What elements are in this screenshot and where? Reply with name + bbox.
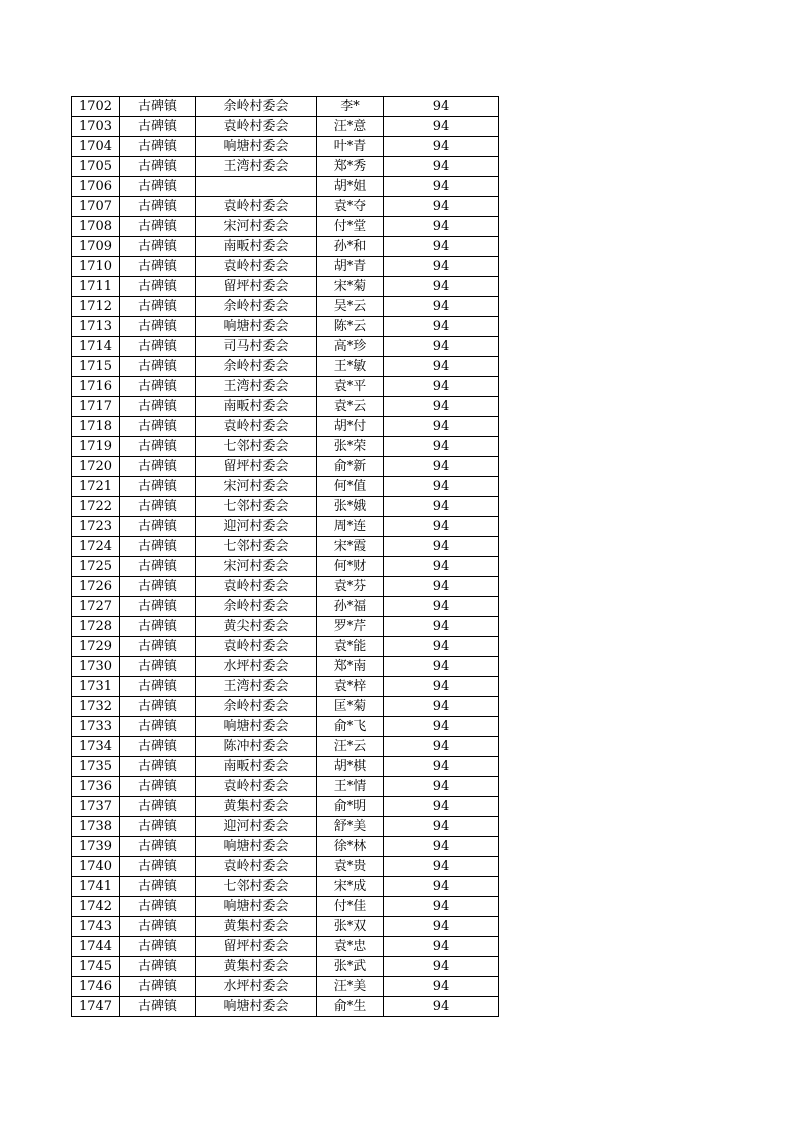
village-committee-cell: 余岭村委会 (196, 357, 317, 377)
table-row (72, 277, 499, 297)
town-cell: 古碑镇 (120, 97, 196, 117)
village-committee-cell (196, 177, 317, 197)
village-committee-cell: 王湾村委会 (196, 377, 317, 397)
village-committee-cell: 袁岭村委会 (196, 857, 317, 877)
row-number-cell: 1730 (72, 657, 120, 677)
row-number-cell: 1743 (72, 917, 120, 937)
village-committee-cell: 迎河村委会 (196, 517, 317, 537)
town-cell: 古碑镇 (120, 337, 196, 357)
town-cell: 古碑镇 (120, 177, 196, 197)
village-committee-cell: 南畈村委会 (196, 237, 317, 257)
person-name-cell: 汪*云 (317, 737, 384, 757)
table-row (72, 477, 499, 497)
person-name-cell: 宋*霞 (317, 537, 384, 557)
town-cell: 古碑镇 (120, 737, 196, 757)
value-cell: 94 (384, 597, 499, 617)
table-row (72, 697, 499, 717)
town-cell: 古碑镇 (120, 237, 196, 257)
village-committee-cell: 南畈村委会 (196, 757, 317, 777)
village-committee-cell: 留坪村委会 (196, 937, 317, 957)
town-cell: 古碑镇 (120, 297, 196, 317)
row-number-cell: 1745 (72, 957, 120, 977)
village-committee-cell: 七邻村委会 (196, 877, 317, 897)
row-number-cell: 1719 (72, 437, 120, 457)
village-committee-cell: 王湾村委会 (196, 157, 317, 177)
town-cell: 古碑镇 (120, 877, 196, 897)
village-committee-cell: 响塘村委会 (196, 137, 317, 157)
village-committee-cell: 袁岭村委会 (196, 257, 317, 277)
value-cell: 94 (384, 297, 499, 317)
table-row (72, 517, 499, 537)
value-cell: 94 (384, 977, 499, 997)
town-cell: 古碑镇 (120, 357, 196, 377)
town-cell: 古碑镇 (120, 917, 196, 937)
value-cell: 94 (384, 917, 499, 937)
town-cell: 古碑镇 (120, 777, 196, 797)
value-cell: 94 (384, 477, 499, 497)
village-committee-cell: 黄集村委会 (196, 917, 317, 937)
village-committee-cell: 余岭村委会 (196, 697, 317, 717)
town-cell: 古碑镇 (120, 457, 196, 477)
value-cell: 94 (384, 737, 499, 757)
row-number-cell: 1741 (72, 877, 120, 897)
row-number-cell: 1709 (72, 237, 120, 257)
village-committee-cell: 南畈村委会 (196, 397, 317, 417)
person-name-cell: 舒*美 (317, 817, 384, 837)
table-row (72, 137, 499, 157)
village-committee-cell: 余岭村委会 (196, 97, 317, 117)
village-committee-cell: 宋河村委会 (196, 557, 317, 577)
table-row (72, 437, 499, 457)
town-cell: 古碑镇 (120, 497, 196, 517)
village-committee-cell: 袁岭村委会 (196, 777, 317, 797)
village-committee-cell: 七邻村委会 (196, 497, 317, 517)
person-name-cell: 胡*付 (317, 417, 384, 437)
value-cell: 94 (384, 237, 499, 257)
table-row (72, 777, 499, 797)
table-row (72, 857, 499, 877)
value-cell: 94 (384, 497, 499, 517)
person-name-cell: 俞*生 (317, 997, 384, 1017)
row-number-cell: 1713 (72, 317, 120, 337)
value-cell: 94 (384, 457, 499, 477)
table-row (72, 297, 499, 317)
person-name-cell: 汪*意 (317, 117, 384, 137)
value-cell: 94 (384, 317, 499, 337)
row-number-cell: 1737 (72, 797, 120, 817)
value-cell: 94 (384, 557, 499, 577)
row-number-cell: 1714 (72, 337, 120, 357)
person-name-cell: 俞*飞 (317, 717, 384, 737)
person-name-cell: 张*娥 (317, 497, 384, 517)
row-number-cell: 1742 (72, 897, 120, 917)
table-row (72, 197, 499, 217)
village-committee-cell: 水坪村委会 (196, 977, 317, 997)
table-row (72, 557, 499, 577)
row-number-cell: 1715 (72, 357, 120, 377)
person-name-cell: 吴*云 (317, 297, 384, 317)
table-row (72, 97, 499, 117)
row-number-cell: 1747 (72, 997, 120, 1017)
village-committee-cell: 水坪村委会 (196, 657, 317, 677)
row-number-cell: 1736 (72, 777, 120, 797)
village-committee-cell: 袁岭村委会 (196, 197, 317, 217)
value-cell: 94 (384, 137, 499, 157)
town-cell: 古碑镇 (120, 517, 196, 537)
person-name-cell: 袁*贵 (317, 857, 384, 877)
town-cell: 古碑镇 (120, 557, 196, 577)
village-committee-cell: 响塘村委会 (196, 997, 317, 1017)
person-name-cell: 孙*和 (317, 237, 384, 257)
person-name-cell: 孙*福 (317, 597, 384, 617)
value-cell: 94 (384, 837, 499, 857)
row-number-cell: 1738 (72, 817, 120, 837)
value-cell: 94 (384, 357, 499, 377)
table-row (72, 537, 499, 557)
person-name-cell: 宋*成 (317, 877, 384, 897)
village-committee-cell: 袁岭村委会 (196, 117, 317, 137)
value-cell: 94 (384, 537, 499, 557)
row-number-cell: 1744 (72, 937, 120, 957)
value-cell: 94 (384, 797, 499, 817)
town-cell: 古碑镇 (120, 197, 196, 217)
row-number-cell: 1722 (72, 497, 120, 517)
row-number-cell: 1702 (72, 97, 120, 117)
town-cell: 古碑镇 (120, 117, 196, 137)
person-name-cell: 李* (317, 97, 384, 117)
value-cell: 94 (384, 437, 499, 457)
person-name-cell: 郑*南 (317, 657, 384, 677)
value-cell: 94 (384, 857, 499, 877)
value-cell: 94 (384, 377, 499, 397)
table-row (72, 317, 499, 337)
town-cell: 古碑镇 (120, 597, 196, 617)
row-number-cell: 1718 (72, 417, 120, 437)
person-name-cell: 付*佳 (317, 897, 384, 917)
person-name-cell: 匡*菊 (317, 697, 384, 717)
person-name-cell: 俞*新 (317, 457, 384, 477)
person-name-cell: 徐*林 (317, 837, 384, 857)
person-name-cell: 俞*明 (317, 797, 384, 817)
table-row (72, 817, 499, 837)
table-row (72, 577, 499, 597)
table-row (72, 117, 499, 137)
table-row (72, 417, 499, 437)
person-name-cell: 袁*梓 (317, 677, 384, 697)
village-committee-cell: 黄集村委会 (196, 797, 317, 817)
value-cell: 94 (384, 617, 499, 637)
person-name-cell: 叶*青 (317, 137, 384, 157)
town-cell: 古碑镇 (120, 657, 196, 677)
table-body (72, 97, 499, 1017)
table-row (72, 957, 499, 977)
person-name-cell: 胡*青 (317, 257, 384, 277)
row-number-cell: 1707 (72, 197, 120, 217)
town-cell: 古碑镇 (120, 797, 196, 817)
table-row (72, 397, 499, 417)
row-number-cell: 1716 (72, 377, 120, 397)
table-row (72, 797, 499, 817)
table-row (72, 897, 499, 917)
town-cell: 古碑镇 (120, 957, 196, 977)
person-name-cell: 何*财 (317, 557, 384, 577)
table-row (72, 617, 499, 637)
table-row (72, 637, 499, 657)
person-name-cell: 付*堂 (317, 217, 384, 237)
town-cell: 古碑镇 (120, 137, 196, 157)
table-row (72, 977, 499, 997)
person-name-cell: 张*荣 (317, 437, 384, 457)
value-cell: 94 (384, 957, 499, 977)
village-committee-cell: 袁岭村委会 (196, 637, 317, 657)
town-cell: 古碑镇 (120, 677, 196, 697)
person-name-cell: 袁*云 (317, 397, 384, 417)
value-cell: 94 (384, 217, 499, 237)
row-number-cell: 1705 (72, 157, 120, 177)
town-cell: 古碑镇 (120, 157, 196, 177)
town-cell: 古碑镇 (120, 717, 196, 737)
value-cell: 94 (384, 257, 499, 277)
town-cell: 古碑镇 (120, 217, 196, 237)
row-number-cell: 1723 (72, 517, 120, 537)
village-committee-cell: 黄集村委会 (196, 957, 317, 977)
table-row (72, 157, 499, 177)
person-name-cell: 袁*夺 (317, 197, 384, 217)
value-cell: 94 (384, 757, 499, 777)
row-number-cell: 1704 (72, 137, 120, 157)
village-committee-cell: 七邻村委会 (196, 537, 317, 557)
row-number-cell: 1724 (72, 537, 120, 557)
table-row (72, 217, 499, 237)
person-name-cell: 陈*云 (317, 317, 384, 337)
data-table (71, 96, 499, 1017)
person-name-cell: 胡*姐 (317, 177, 384, 197)
village-committee-cell: 袁岭村委会 (196, 577, 317, 597)
row-number-cell: 1729 (72, 637, 120, 657)
person-name-cell: 何*值 (317, 477, 384, 497)
town-cell: 古碑镇 (120, 977, 196, 997)
village-committee-cell: 司马村委会 (196, 337, 317, 357)
table-row (72, 657, 499, 677)
town-cell: 古碑镇 (120, 637, 196, 657)
town-cell: 古碑镇 (120, 937, 196, 957)
village-committee-cell: 袁岭村委会 (196, 417, 317, 437)
value-cell: 94 (384, 517, 499, 537)
person-name-cell: 袁*芬 (317, 577, 384, 597)
town-cell: 古碑镇 (120, 617, 196, 637)
town-cell: 古碑镇 (120, 397, 196, 417)
village-committee-cell: 陈冲村委会 (196, 737, 317, 757)
village-committee-cell: 宋河村委会 (196, 217, 317, 237)
value-cell: 94 (384, 657, 499, 677)
person-name-cell: 宋*菊 (317, 277, 384, 297)
row-number-cell: 1739 (72, 837, 120, 857)
row-number-cell: 1726 (72, 577, 120, 597)
value-cell: 94 (384, 937, 499, 957)
person-name-cell: 王*情 (317, 777, 384, 797)
town-cell: 古碑镇 (120, 377, 196, 397)
row-number-cell: 1725 (72, 557, 120, 577)
row-number-cell: 1710 (72, 257, 120, 277)
person-name-cell: 罗*芹 (317, 617, 384, 637)
village-committee-cell: 响塘村委会 (196, 837, 317, 857)
person-name-cell: 汪*美 (317, 977, 384, 997)
town-cell: 古碑镇 (120, 837, 196, 857)
village-committee-cell: 留坪村委会 (196, 457, 317, 477)
row-number-cell: 1731 (72, 677, 120, 697)
row-number-cell: 1721 (72, 477, 120, 497)
town-cell: 古碑镇 (120, 997, 196, 1017)
village-committee-cell: 留坪村委会 (196, 277, 317, 297)
town-cell: 古碑镇 (120, 277, 196, 297)
table-row (72, 757, 499, 777)
value-cell: 94 (384, 677, 499, 697)
value-cell: 94 (384, 817, 499, 837)
value-cell: 94 (384, 697, 499, 717)
table-row (72, 717, 499, 737)
value-cell: 94 (384, 97, 499, 117)
row-number-cell: 1717 (72, 397, 120, 417)
person-name-cell: 袁*忠 (317, 937, 384, 957)
table-row (72, 377, 499, 397)
value-cell: 94 (384, 637, 499, 657)
value-cell: 94 (384, 897, 499, 917)
value-cell: 94 (384, 577, 499, 597)
value-cell: 94 (384, 337, 499, 357)
town-cell: 古碑镇 (120, 577, 196, 597)
person-name-cell: 周*连 (317, 517, 384, 537)
value-cell: 94 (384, 177, 499, 197)
table-row (72, 997, 499, 1017)
table-row (72, 237, 499, 257)
table-row (72, 457, 499, 477)
town-cell: 古碑镇 (120, 697, 196, 717)
village-committee-cell: 宋河村委会 (196, 477, 317, 497)
person-name-cell: 高*珍 (317, 337, 384, 357)
town-cell: 古碑镇 (120, 257, 196, 277)
town-cell: 古碑镇 (120, 437, 196, 457)
row-number-cell: 1728 (72, 617, 120, 637)
town-cell: 古碑镇 (120, 857, 196, 877)
value-cell: 94 (384, 997, 499, 1017)
row-number-cell: 1740 (72, 857, 120, 877)
village-committee-cell: 王湾村委会 (196, 677, 317, 697)
table-row (72, 497, 499, 517)
table-row (72, 337, 499, 357)
value-cell: 94 (384, 777, 499, 797)
row-number-cell: 1720 (72, 457, 120, 477)
row-number-cell: 1734 (72, 737, 120, 757)
row-number-cell: 1712 (72, 297, 120, 317)
value-cell: 94 (384, 157, 499, 177)
table-row (72, 177, 499, 197)
value-cell: 94 (384, 277, 499, 297)
town-cell: 古碑镇 (120, 817, 196, 837)
town-cell: 古碑镇 (120, 317, 196, 337)
person-name-cell: 张*双 (317, 917, 384, 937)
town-cell: 古碑镇 (120, 757, 196, 777)
row-number-cell: 1735 (72, 757, 120, 777)
row-number-cell: 1708 (72, 217, 120, 237)
village-committee-cell: 黄尖村委会 (196, 617, 317, 637)
value-cell: 94 (384, 397, 499, 417)
table-row (72, 257, 499, 277)
value-cell: 94 (384, 117, 499, 137)
village-committee-cell: 响塘村委会 (196, 897, 317, 917)
value-cell: 94 (384, 197, 499, 217)
person-name-cell: 袁*平 (317, 377, 384, 397)
document-page (71, 96, 495, 1017)
row-number-cell: 1733 (72, 717, 120, 737)
village-committee-cell: 响塘村委会 (196, 717, 317, 737)
table-row (72, 937, 499, 957)
person-name-cell: 王*敏 (317, 357, 384, 377)
table-row (72, 917, 499, 937)
table-row (72, 837, 499, 857)
value-cell: 94 (384, 417, 499, 437)
row-number-cell: 1703 (72, 117, 120, 137)
row-number-cell: 1711 (72, 277, 120, 297)
value-cell: 94 (384, 877, 499, 897)
person-name-cell: 袁*能 (317, 637, 384, 657)
town-cell: 古碑镇 (120, 897, 196, 917)
row-number-cell: 1732 (72, 697, 120, 717)
table-row (72, 737, 499, 757)
table-row (72, 597, 499, 617)
village-committee-cell: 响塘村委会 (196, 317, 317, 337)
village-committee-cell: 七邻村委会 (196, 437, 317, 457)
village-committee-cell: 余岭村委会 (196, 597, 317, 617)
person-name-cell: 郑*秀 (317, 157, 384, 177)
town-cell: 古碑镇 (120, 537, 196, 557)
person-name-cell: 胡*棋 (317, 757, 384, 777)
person-name-cell: 张*武 (317, 957, 384, 977)
town-cell: 古碑镇 (120, 477, 196, 497)
table-row (72, 357, 499, 377)
town-cell: 古碑镇 (120, 417, 196, 437)
table-row (72, 677, 499, 697)
village-committee-cell: 迎河村委会 (196, 817, 317, 837)
table-row (72, 877, 499, 897)
row-number-cell: 1746 (72, 977, 120, 997)
village-committee-cell: 余岭村委会 (196, 297, 317, 317)
row-number-cell: 1727 (72, 597, 120, 617)
row-number-cell: 1706 (72, 177, 120, 197)
value-cell: 94 (384, 717, 499, 737)
